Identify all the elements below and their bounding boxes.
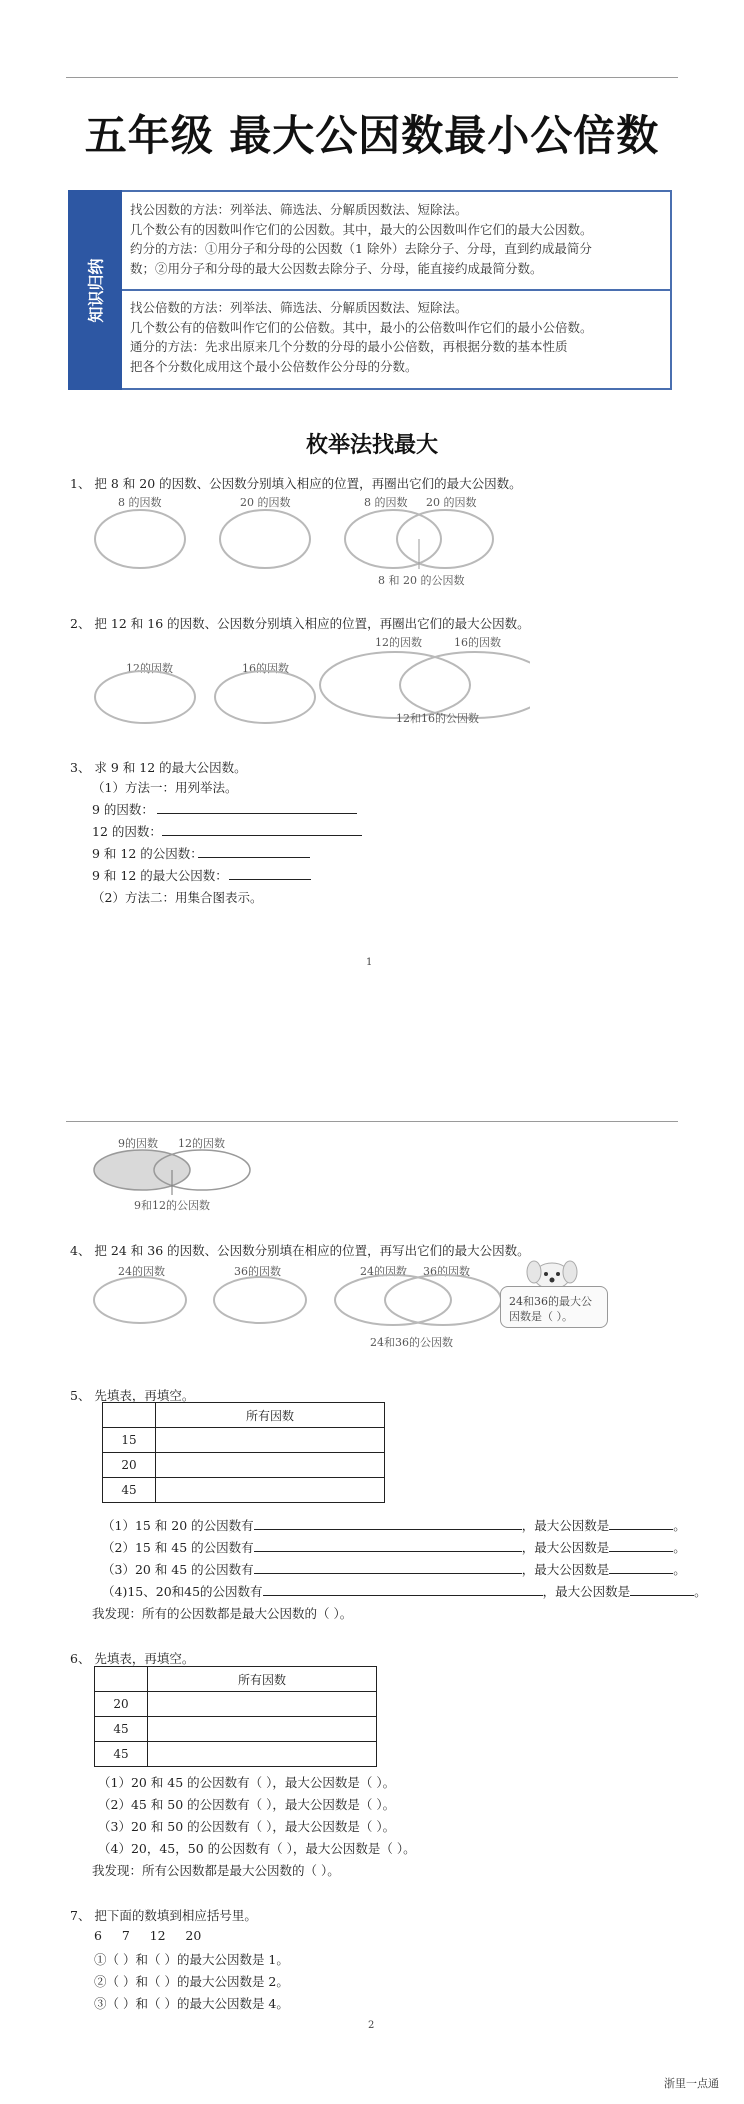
watermark: 浙里一点通 bbox=[664, 2077, 719, 2090]
fill-row-3: ③（ ）和（ ）的最大公因数是 4。 bbox=[94, 1996, 289, 2011]
answer-line[interactable] bbox=[263, 1595, 543, 1596]
answer-cell[interactable] bbox=[156, 1428, 385, 1453]
fill-line-2: （2）45 和 50 的公因数有（ ），最大公因数是（ ）。 bbox=[98, 1797, 396, 1812]
knowledge-gcd: 找公因数的方法：列举法、筛选法、分解质因数法、短除法。 几个数公有的因数叫作它们的公因数。其中，最大的公因数叫作它们的最大公因数。 约分的方法：①用分子和分母的公因数（1 除外）去除分子、分母，直到约成最简分 数；②用分子和分母的最大公因数去除分子、分母，能直接约成最简分数。 bbox=[130, 202, 593, 276]
factors-of-9-label: 9 的因数： bbox=[92, 802, 154, 817]
answer-line[interactable] bbox=[157, 813, 357, 814]
factors-of-12-label: 12 的因数： bbox=[92, 824, 162, 839]
question-2: 2、 把 12 和 16 的因数、公因数分别填入相应的位置，再圈出它们的最大公因数。 bbox=[70, 616, 530, 631]
table-row: 45 bbox=[95, 1717, 377, 1742]
venn-label: 36的因数 bbox=[423, 1265, 470, 1278]
venn-label: 8 的因数 bbox=[118, 496, 162, 509]
answer-cell[interactable] bbox=[156, 1478, 385, 1503]
venn-label: 20 的因数 bbox=[426, 496, 477, 509]
venn-label: 9的因数 bbox=[118, 1137, 158, 1150]
question-4: 4、 把 24 和 36 的因数、公因数分别填在相应的位置，再写出它们的最大公因数。 bbox=[70, 1243, 530, 1258]
venn-label: 24的因数 bbox=[360, 1265, 407, 1278]
venn-label: 8 的因数 bbox=[364, 496, 408, 509]
fill-row-1: ①（ ）和（ ）的最大公因数是 1。 bbox=[94, 1952, 289, 1967]
fill-line-3: （3）20 和 45 的公因数有 ，最大公因数是 。 bbox=[102, 1562, 686, 1577]
puppy-mascot-icon bbox=[526, 1256, 578, 1290]
answer-cell[interactable] bbox=[148, 1742, 377, 1767]
table-header: 所有因数 bbox=[148, 1667, 377, 1692]
answer-line[interactable] bbox=[198, 857, 310, 858]
page-rule bbox=[66, 1121, 678, 1122]
section-title: 枚举法找最大 bbox=[305, 433, 438, 458]
answer-cell[interactable] bbox=[148, 1692, 377, 1717]
answer-line[interactable] bbox=[254, 1529, 522, 1530]
answer-cell[interactable] bbox=[156, 1453, 385, 1478]
table-row: 45 bbox=[95, 1742, 377, 1767]
table-row: 15 bbox=[103, 1428, 385, 1453]
venn-diagram-24-36 bbox=[90, 1272, 510, 1332]
fill-line-4: （4）20，45，50 的公因数有（ ），最大公因数是（ ）。 bbox=[98, 1841, 416, 1856]
table-row: 20 bbox=[103, 1453, 385, 1478]
fill-line-3: （3）20 和 50 的公因数有（ ），最大公因数是（ ）。 bbox=[98, 1819, 396, 1834]
number-list: 6 7 12 20 bbox=[94, 1928, 202, 1943]
answer-line[interactable] bbox=[254, 1551, 522, 1552]
method-1: （1）方法一：用列举法。 bbox=[92, 780, 238, 795]
speech-bubble: 24和36的最大公 因数是（ ）。 bbox=[500, 1286, 608, 1328]
venn-diagram-8-20 bbox=[90, 505, 510, 575]
venn-label: 12的因数 bbox=[126, 662, 173, 675]
factors-table-q5 bbox=[102, 1402, 385, 1503]
answer-line[interactable] bbox=[609, 1573, 673, 1574]
venn-label: 16的因数 bbox=[242, 662, 289, 675]
discovery-q5: 我发现：所有的公因数都是最大公因数的（ ）。 bbox=[92, 1606, 353, 1621]
fill-line-1: （1）20 和 45 的公因数有（ ），最大公因数是（ ）。 bbox=[98, 1775, 396, 1790]
venn-label: 9和12的公因数 bbox=[134, 1199, 210, 1212]
fill-row-2: ②（ ）和（ ）的最大公因数是 2。 bbox=[94, 1974, 289, 1989]
answer-line[interactable] bbox=[609, 1551, 673, 1552]
page-title: 五年级 最大公因数最小公倍数 bbox=[84, 111, 660, 160]
answer-line[interactable] bbox=[254, 1573, 522, 1574]
top-rule bbox=[66, 77, 678, 78]
common-factors-label: 9 和 12 的公因数： bbox=[92, 846, 203, 861]
answer-line[interactable] bbox=[162, 835, 362, 836]
method-2: （2）方法二：用集合图表示。 bbox=[92, 890, 263, 905]
venn-label: 24和36的公因数 bbox=[370, 1336, 453, 1349]
venn-label: 8 和 20 的公因数 bbox=[378, 574, 465, 587]
knowledge-lcm: 找公倍数的方法：列举法、筛选法、分解质因数法、短除法。 几个数公有的倍数叫作它们的公倍数。其中，最小的公倍数叫作它们的最小公倍数。 通分的方法：先求出原来几个分数的分母的最小公倍数，再根据分数的基本性质 把各个分数化成用这个最小公倍数作公分母的分数。 bbox=[130, 300, 593, 374]
question-5: 5、 先填表，再填空。 bbox=[70, 1388, 195, 1403]
venn-label: 12和16的公因数 bbox=[396, 712, 479, 725]
knowledge-tag: 知识归纳 bbox=[68, 190, 122, 390]
answer-line[interactable] bbox=[609, 1529, 673, 1530]
answer-cell[interactable] bbox=[148, 1717, 377, 1742]
venn-label: 12的因数 bbox=[375, 636, 422, 649]
fill-line-2: （2）15 和 45 的公因数有 ，最大公因数是 。 bbox=[102, 1540, 686, 1555]
factors-table-q6 bbox=[94, 1666, 377, 1767]
question-7: 7、 把下面的数填到相应括号里。 bbox=[70, 1908, 257, 1923]
discovery-q6: 我发现：所有公因数都是最大公因数的（ ）。 bbox=[92, 1863, 340, 1878]
question-6: 6、 先填表，再填空。 bbox=[70, 1651, 195, 1666]
fill-line-1: （1）15 和 20 的公因数有 ，最大公因数是 。 bbox=[102, 1518, 686, 1533]
table-row: 20 bbox=[95, 1692, 377, 1717]
venn-label: 20 的因数 bbox=[240, 496, 291, 509]
venn-diagram-9-12 bbox=[90, 1145, 260, 1197]
table-header: 所有因数 bbox=[156, 1403, 385, 1428]
venn-label: 36的因数 bbox=[234, 1265, 281, 1278]
answer-line[interactable] bbox=[630, 1595, 694, 1596]
knowledge-divider bbox=[122, 289, 670, 291]
question-1: 1、 把 8 和 20 的因数、公因数分别填入相应的位置，再圈出它们的最大公因数。 bbox=[70, 476, 522, 491]
question-3: 3、 求 9 和 12 的最大公因数。 bbox=[70, 760, 247, 775]
venn-label: 24的因数 bbox=[118, 1265, 165, 1278]
venn-label: 16的因数 bbox=[454, 636, 501, 649]
table-row: 45 bbox=[103, 1478, 385, 1503]
page-number: 1 bbox=[366, 957, 373, 968]
page-number: 2 bbox=[368, 2020, 375, 2031]
fill-line-4: （4)15、20和45的公因数有 ，最大公因数是 。 bbox=[102, 1584, 707, 1599]
venn-label: 12的因数 bbox=[178, 1137, 225, 1150]
answer-line[interactable] bbox=[229, 879, 311, 880]
gcd-label: 9 和 12 的最大公因数： bbox=[92, 868, 228, 883]
